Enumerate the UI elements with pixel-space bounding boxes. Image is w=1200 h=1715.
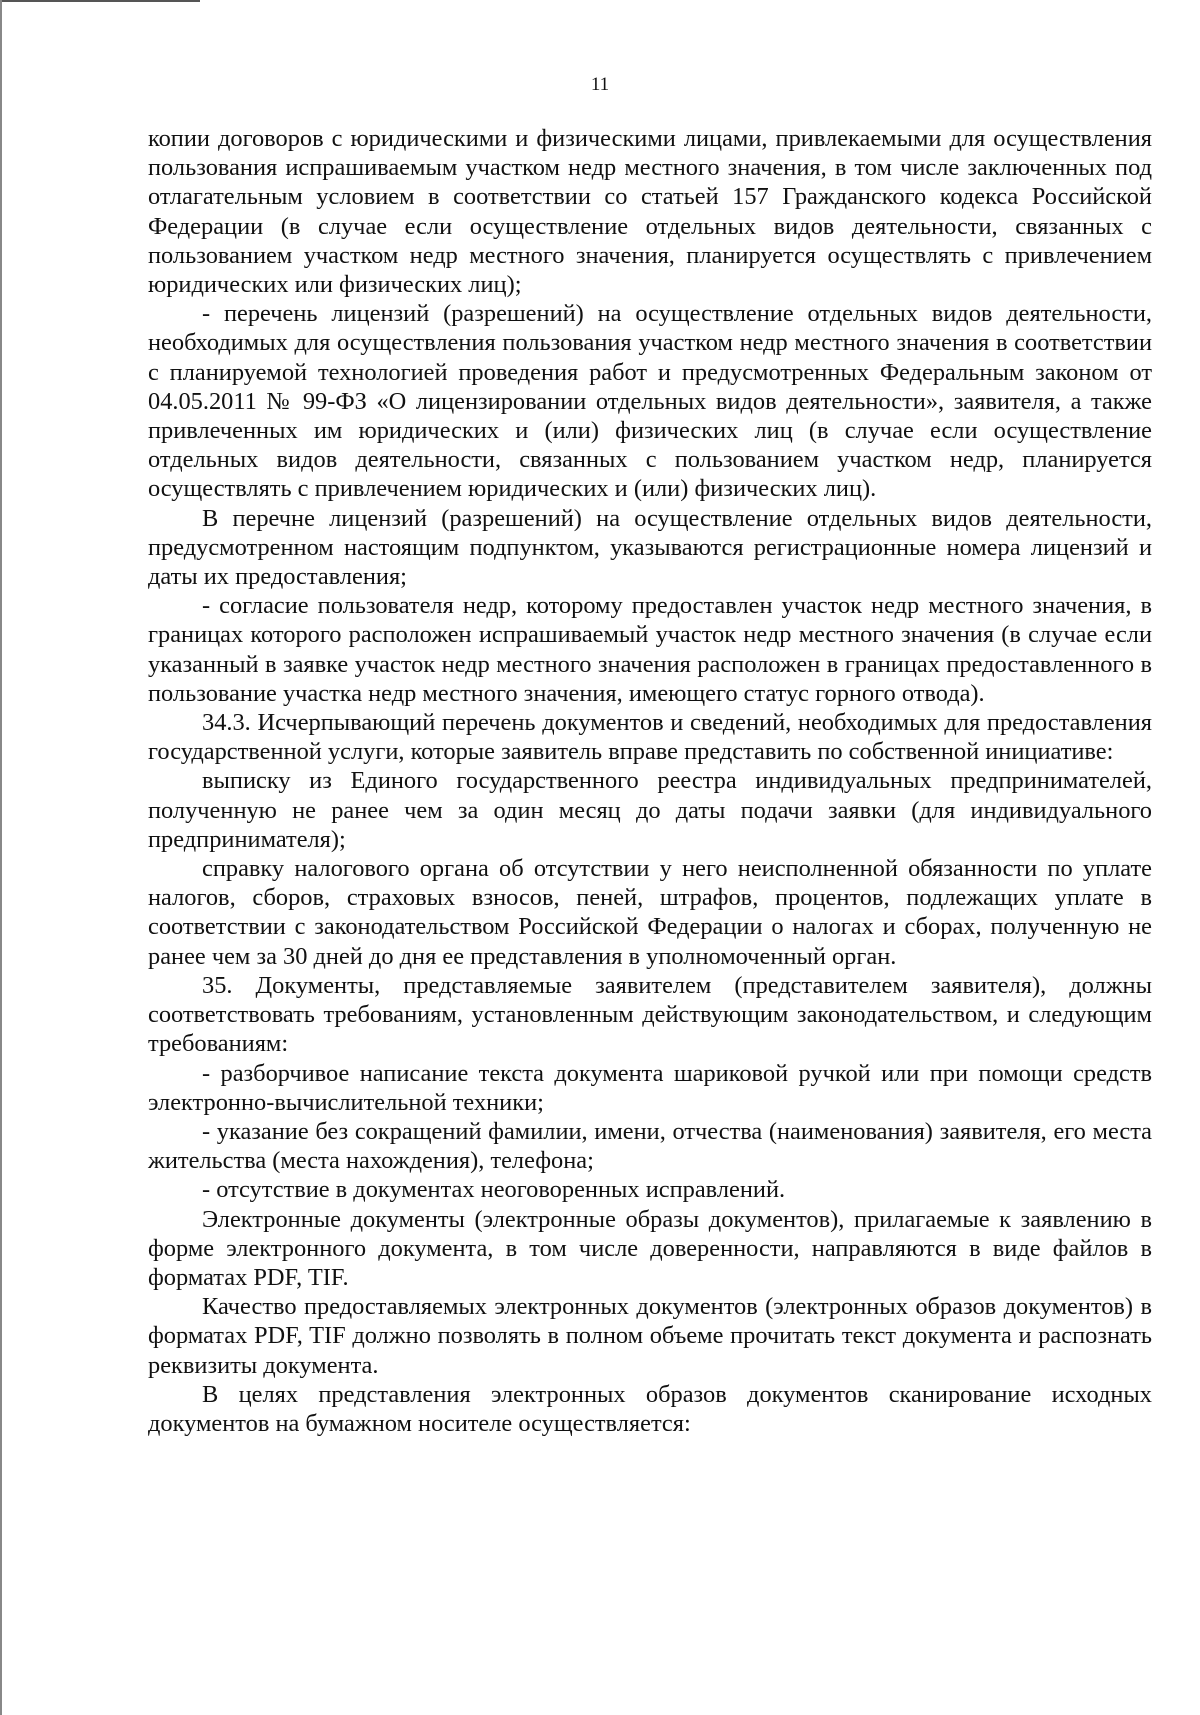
paragraph-licenses-list: - перечень лицензий (разрешений) на осуществление отдельных видов деятельности, необходимых для осуществления пользования участком недр местного значения в соответствии с планируемой технологией проведения работ и предусмотренных Федеральным законом от 04.05.2011 № 99-ФЗ «О лицензировании отдельных видов деятельности», заявителя, а также привлеченных им юридических и (или) физических лиц (в случае если осуществление отдельных видов деятельности, связанных с пользованием участком недр, планируется осуществлять с привлечением юридических и (или) физических лиц). — [148, 300, 1152, 503]
scan-border-top — [0, 0, 200, 2]
paragraph-34-3: 34.3. Исчерпывающий перечень документов и сведений, необходимых для предоставления государственной услуги, которые заявитель вправе представить по собственной инициативе: — [148, 709, 1152, 766]
paragraph-full-name: - указание без сокращений фамилии, имени, отчества (наименования) заявителя, его места жительства (места нахождения), телефона; — [148, 1117, 1152, 1175]
paragraph-legible-writing: - разборчивое написание текста документа шариковой ручкой или при помощи средств электронно-вычислительной техники; — [148, 1059, 1152, 1116]
paragraph-registry-extract: выписку из Единого государственного реестра индивидуальных предпринимателей, полученную не ранее чем за один месяц до даты подачи заявки (для индивидуального предпринимателя); — [148, 767, 1152, 853]
scan-border-left — [0, 0, 2, 1715]
paragraph-subsoil-user-consent: - согласие пользователя недр, которому предоставлен участок недр местного значения, в границах которого расположен испрашиваемый участок недр местного значения (в случае если указанный в заявке участок недр местного значения расположен в границах предоставленного в пользование участка недр местного значения, имеющего статус горного отвода). — [148, 592, 1152, 707]
paragraph-scanning: В целях представления электронных образов документов сканирование исходных документов на бумажном носителе осуществляется: — [148, 1380, 1152, 1437]
paragraph-contracts-copies: копии договоров с юридическими и физическими лицами, привлекаемыми для осуществления пользования испрашиваемым участком недр местного значения, в том числе заключенных под отлагательным условием в соответствии со статьей 157 Гражданского кодекса Российской Федерации (в случае если осуществление отдельных видов деятельности, связанных с пользованием участком недр местного значения, планируется осуществлять с привлечением юридических или физических лиц); — [148, 125, 1152, 299]
page-number: 11 — [590, 74, 610, 95]
paragraph-35: 35. Документы, представляемые заявителем (представителем заявителя), должны соответствовать требованиям, установленным действующим законодательством, и следующим требованиям: — [148, 971, 1152, 1058]
paragraph-no-corrections: - отсутствие в документах неоговоренных исправлений. — [202, 1176, 786, 1204]
paragraph-electronic-documents: Электронные документы (электронные образы документов), прилагаемые к заявлению в форме электронного документа, в том числе доверенности, направляются в виде файлов в форматах PDF, TIF. — [148, 1205, 1152, 1291]
paragraph-tax-certificate: справку налогового органа об отсутствии у него неисполненной обязанности по уплате налогов, сборов, страховых взносов, пеней, штрафов, процентов, подлежащих уплате в соответствии с законодательством Российской Федерации о налогах и сборах, полученную не ранее чем за 30 дней до дня ее представления в уполномоченный орган. — [148, 855, 1152, 970]
document-body — [148, 124, 1152, 1438]
paragraph-licenses-registration: В перечне лицензий (разрешений) на осуществление отдельных видов деятельности, предусмотренном настоящим подпунктом, указываются регистрационные номера лицензий и даты их предоставления; — [148, 504, 1152, 591]
paragraph-document-quality: Качество предоставляемых электронных документов (электронных образов документов) в форматах PDF, TIF должно позволять в полном объеме прочитать текст документа и распознать реквизиты документа. — [148, 1293, 1152, 1379]
